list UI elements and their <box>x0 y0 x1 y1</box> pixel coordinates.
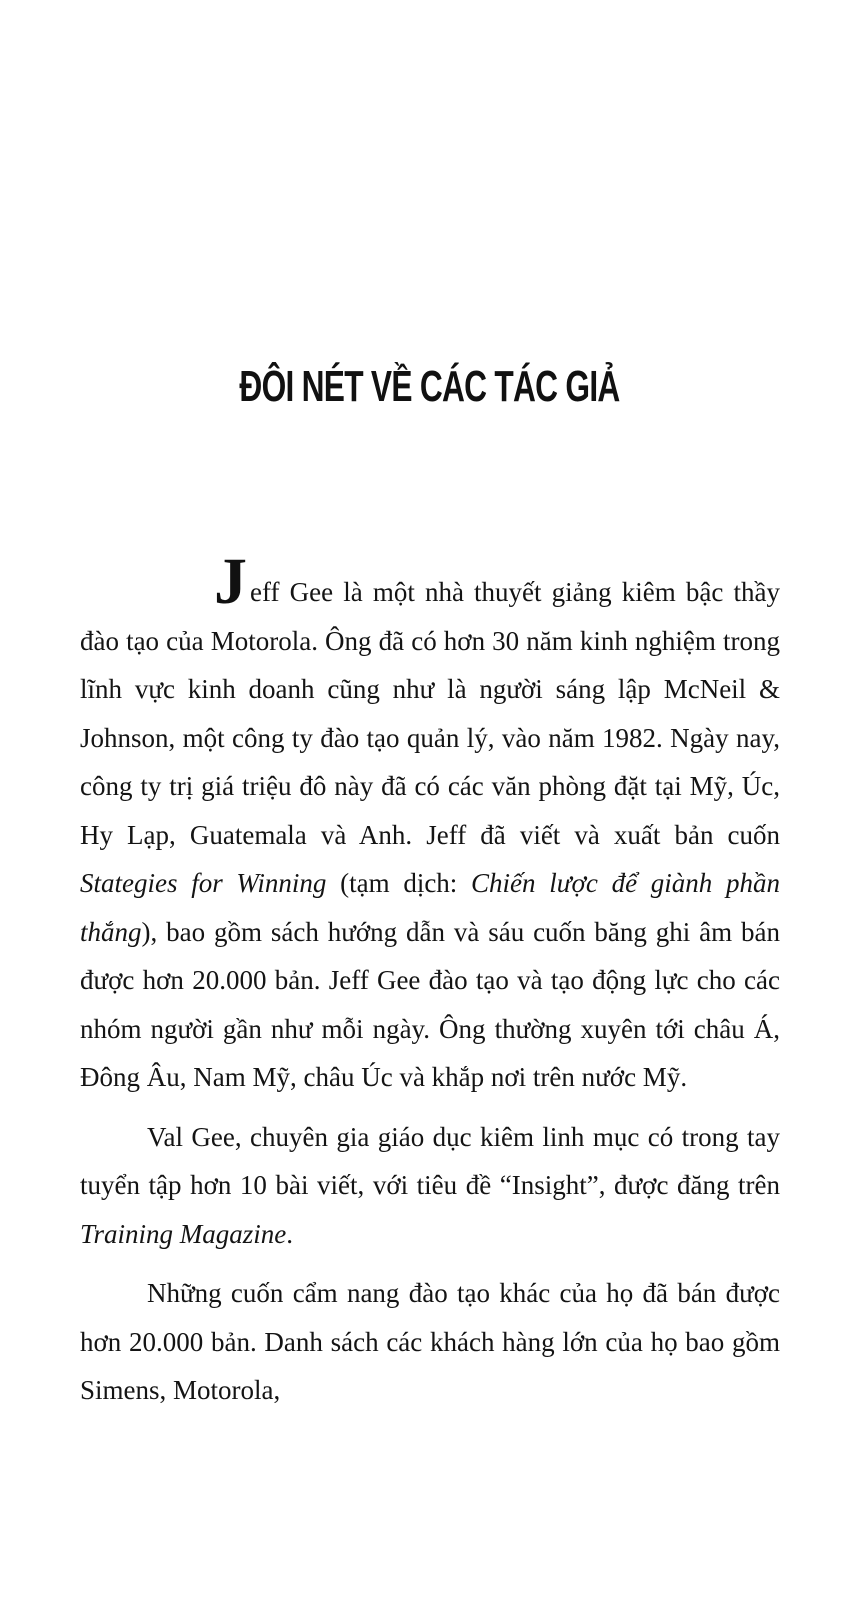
book-title: Stategies for Winning <box>80 868 327 898</box>
magazine-title: Training Magazine <box>80 1218 287 1249</box>
paragraph-text: Val Gee, chuyên gia giáo dục kiêm linh mục có trong tay tuyển tập hơn 10 bài viết, với tiêu đề “Insight”, được đăng trên <box>80 1121 780 1200</box>
paragraph-val-gee <box>80 1113 780 1259</box>
paragraph-text: (tạm dịch: <box>326 868 472 898</box>
book-title-translation: Chiến lược để giành phần thắng <box>80 868 780 947</box>
chapter-title: ĐÔI NÉT VỀ CÁC TÁC GIẢ <box>239 362 620 411</box>
paragraph-text: ), bao gồm sách hướng dẫn và sáu cuốn băng ghi âm bán được hơn 20.000 bản. Jeff Gee đào tạo và tạo động lực cho các nhóm người gần như mỗi ngày. Ông thường xuyên tới châu Á, Đông Âu, Nam Mỹ, châu Úc và khắp nơi trên nước Mỹ. <box>80 916 780 1092</box>
paragraph-text: eff Gee là một nhà thuyết giảng kiêm bậc thầy đào tạo của Motorola. Ông đã có hơn 30 năm kinh nghiệm trong lĩnh vực kinh doanh cũng như là người sáng lập McNeil & Johnson, một công ty đào tạo quản lý, vào năm 1982. Ngày nay, công ty trị giá triệu đô này đã có các văn phòng đặt tại Mỹ, Úc, Hy Lạp, Guatemala và Anh. Jeff đã viết và xuất bản cuốn <box>80 577 780 850</box>
paragraph-text: Những cuốn cẩm nang đào tạo khác của họ đã bán được hơn 20.000 bản. Danh sách các khách hàng lớn của họ bao gồm Simens, Motorola, <box>80 1278 780 1405</box>
paragraph-text: . <box>286 1218 294 1249</box>
paragraph-clients <box>80 1269 780 1415</box>
body-text <box>80 545 780 1415</box>
paragraph-jeff-gee: Jeff Gee là một nhà thuyết giảng kiêm bậc thầy đào tạo của Motorola. Ông đã có hơn 30 năm kinh nghiệm trong lĩnh vực kinh doanh cũng như là người sáng lập McNeil & Johnson, một công ty đào tạo quản lý, vào năm 1982. Ngày nay, công ty trị giá triệu đô này đã có các văn phòng đặt tại Mỹ, Úc, Hy Lạp, Guatemala và Anh. Jeff đã viết và xuất bản cuốn Stategies for Winning (tạm dịch: Chiến lược để giành phần thắng), bao gồm sách hướng dẫn và sáu cuốn băng ghi âm bán được hơn 20.000 bản. Jeff Gee đào tạo và tạo động lực cho các nhóm người gần như mỗi ngày. Ông thường xuyên tới châu Á, Đông Âu, Nam Mỹ, châu Úc và khắp nơi trên nước Mỹ. <box>80 545 780 1092</box>
